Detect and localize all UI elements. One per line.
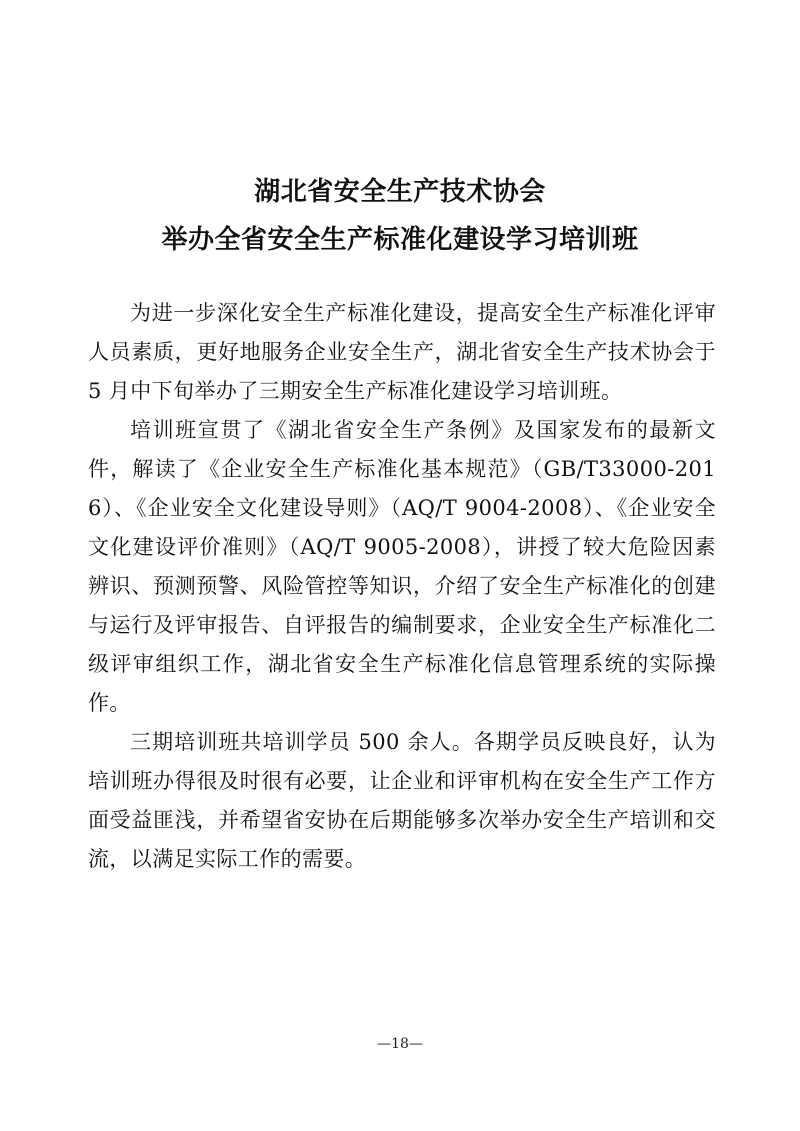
paragraph-1: 为进一步深化安全生产标准化建设，提高安全生产标准化评审人员素质，更好地服务企业安全生产，湖北省安全生产技术协会于 5 月中下旬举办了三期安全生产标准化建设学习培训班。 bbox=[88, 301, 716, 403]
title-line-1: 湖北省安全生产技术协会 bbox=[254, 177, 546, 207]
document-body bbox=[88, 294, 716, 879]
paragraph-3: 三期培训班共培训学员 500 余人。各期学员反映良好，认为培训班办得很及时很有必要，让企业和评审机构在安全生产工作方面受益匪浅，并希望省安协在后期能够多次举办安全生产培训和交流，以满足实际工作的需要。 bbox=[88, 730, 716, 871]
title-line-2: 举办全省安全生产标准化建设学习培训班 bbox=[161, 225, 639, 255]
paragraph-2: 培训班宣贯了《湖北省安全生产条例》及国家发布的最新文件，解读了《企业安全生产标准化基本规范》（GB/T33000-2016）、《企业安全文化建设导则》（AQ/T 9004-2008）、《企业安全文化建设评价准则》（AQ/T 9005-2008），讲授了较大危险因素辨识、预测预警、风险管控等知识，介绍了安全生产标准化的创建与运行及评审报告、自评报告的编制要求，企业安全生产标准化二级评审组织工作，湖北省安全生产标准化信息管理系统的实际操作。 bbox=[88, 418, 716, 715]
document-title bbox=[0, 168, 800, 264]
page-number: —18— bbox=[377, 1036, 423, 1052]
